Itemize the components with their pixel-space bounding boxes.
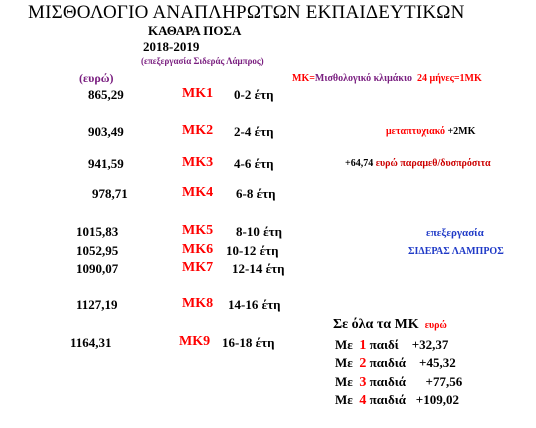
child-word: παιδιά (369, 355, 407, 370)
page-subtitle: ΚΑΘΑΡΑ ΠΟΣΑ (148, 23, 242, 38)
mk-level: ΜΚ8 (182, 296, 214, 311)
mk-level: ΜΚ3 (182, 155, 214, 170)
legend-desc: Μισθολογικό κλιμάκιο (314, 73, 413, 84)
mk-level: ΜΚ9 (179, 334, 211, 349)
legend-rule: 24 μήνες=1ΜΚ (417, 73, 482, 84)
child-allowance-row (335, 337, 448, 354)
service-years: 10-12 έτη (226, 243, 279, 258)
child-prefix: Με (335, 374, 353, 389)
mk-level: ΜΚ5 (182, 223, 214, 238)
salary-amount: 941,59 (88, 156, 124, 171)
salary-amount: 978,71 (92, 186, 128, 201)
child-allowance-row (335, 374, 462, 391)
child-word: παιδιά (369, 392, 407, 407)
salary-amount: 1015,83 (76, 224, 119, 239)
service-years: 8-10 έτη (236, 224, 283, 239)
page-title: ΜΙΣΘΟΛΟΓΙΟ ΑΝΑΠΛΗΡΩΤΩΝ ΕΚΠΑΙΔΕΥΤΙΚΩΝ (28, 2, 465, 23)
masters-note (386, 126, 475, 137)
children-heading-text: Σε όλα τα ΜΚ (333, 317, 419, 332)
service-years: 16-18 έτη (222, 335, 275, 350)
child-count: 3 (359, 375, 367, 390)
service-years: 4-6 έτη (234, 156, 274, 171)
child-amount: +77,56 (425, 374, 463, 389)
mk-level: ΜΚ6 (182, 242, 214, 257)
service-years: 14-16 έτη (228, 297, 281, 312)
child-prefix: Με (335, 355, 353, 370)
service-years: 2-4 έτη (234, 124, 274, 139)
currency-unit: (ευρώ) (79, 71, 114, 85)
salary-amount: 1090,07 (76, 261, 119, 276)
mk-level: ΜΚ2 (182, 123, 214, 138)
children-heading (333, 317, 447, 333)
service-years: 12-14 έτη (232, 261, 285, 276)
legend-abbr: ΜΚ= (292, 73, 315, 84)
service-years: 6-8 έτη (236, 186, 276, 201)
child-amount: +32,37 (411, 337, 449, 352)
mk-level: ΜΚ7 (182, 260, 214, 275)
children-heading-unit: ευρώ (424, 320, 447, 331)
salary-amount: 1164,31 (70, 335, 112, 350)
child-allowance-row (335, 392, 459, 409)
credit-line-1: επεξεργασία (426, 227, 484, 239)
salary-amount: 1052,95 (76, 243, 119, 258)
salary-amount: 903,49 (88, 124, 124, 139)
mk-level: ΜΚ4 (182, 185, 214, 200)
child-prefix: Με (335, 392, 353, 407)
mk-legend (292, 73, 482, 84)
child-word: παιδιά (369, 374, 407, 389)
salary-amount: 865,29 (88, 87, 124, 102)
credit-line-2: ΣΙΔΕΡΑΣ ΛΑΜΠΡΟΣ (408, 246, 504, 257)
allowance-note (345, 158, 491, 169)
masters-note-text: μεταπτυχιακό (386, 126, 445, 137)
allowance-text: ευρώ παραμεθ/δυσπρόσιτα (375, 158, 491, 169)
child-count: 2 (359, 356, 367, 371)
child-prefix: Με (335, 337, 353, 352)
child-allowance-row (335, 355, 456, 372)
service-years: 0-2 έτη (234, 87, 274, 102)
child-count: 1 (359, 338, 367, 353)
edit-credit: (επεξεργασία Σιδεράς Λάμπρος) (141, 56, 264, 66)
salary-amount: 1127,19 (76, 297, 118, 312)
masters-note-value: +2ΜΚ (447, 126, 476, 137)
child-amount: +45,32 (419, 355, 456, 370)
mk-level: ΜΚ1 (182, 86, 214, 101)
child-word: παιδί (369, 337, 399, 352)
child-count: 4 (359, 393, 367, 408)
child-amount: +109,02 (415, 392, 459, 407)
school-year: 2018-2019 (143, 39, 200, 54)
allowance-value: +64,74 (345, 158, 374, 169)
